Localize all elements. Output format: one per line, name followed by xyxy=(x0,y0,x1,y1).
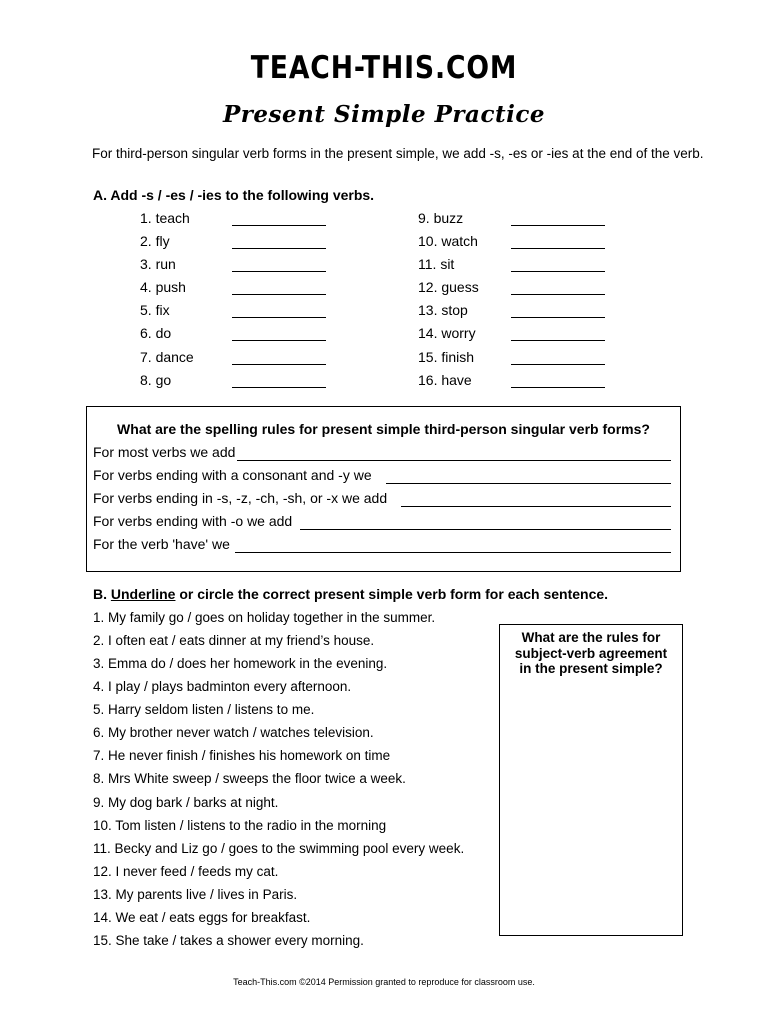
sentence-item[interactable]: 9. My dog bark / barks at night. xyxy=(93,795,279,810)
verb-item: 12. guess xyxy=(418,279,479,295)
subject-verb-box-title xyxy=(500,630,682,677)
answer-blank[interactable] xyxy=(232,248,326,249)
worksheet-title: Present Simple Practice xyxy=(223,101,545,128)
sentence-item[interactable]: 11. Becky and Liz go / goes to the swimming pool every week. xyxy=(93,841,465,856)
verb-item: 6. do xyxy=(140,325,172,341)
sentence-item[interactable]: 12. I never feed / feeds my cat. xyxy=(93,864,279,879)
verb-item: 7. dance xyxy=(140,349,194,365)
sentence-item[interactable]: 5. Harry seldom listen / listens to me. xyxy=(93,702,315,717)
sentence-item[interactable]: 6. My brother never watch / watches television. xyxy=(93,725,374,740)
verb-item: 13. stop xyxy=(418,302,468,318)
verb-item: 14. worry xyxy=(418,325,476,341)
answer-blank[interactable] xyxy=(511,248,605,249)
verb-item: 9. buzz xyxy=(418,210,464,226)
verb-item: 4. push xyxy=(140,279,186,295)
sentence-item[interactable]: 15. She take / takes a shower every morning. xyxy=(93,933,364,948)
verb-item: 8. go xyxy=(140,372,172,388)
verb-item: 16. have xyxy=(418,372,472,388)
rule-row: For verbs ending with -o we add xyxy=(93,513,293,529)
verb-item: 1. teach xyxy=(140,210,190,226)
verb-item: 15. finish xyxy=(418,349,475,365)
section-b-underline-word: Underline xyxy=(110,586,176,602)
section-a-heading: A. Add -s / -es / -ies to the following verbs. xyxy=(93,187,375,203)
rule-row: For the verb 'have' we xyxy=(93,536,230,552)
answer-blank[interactable] xyxy=(511,387,605,388)
site-title: TEACH-THIS.COM xyxy=(250,50,518,86)
rule-row: For most verbs we add xyxy=(93,444,236,460)
answer-blank[interactable] xyxy=(511,340,605,341)
answer-blank[interactable] xyxy=(232,317,326,318)
rule-answer-line[interactable] xyxy=(235,552,671,553)
sentence-item[interactable]: 2. I often eat / eats dinner at my friend’s house. xyxy=(93,633,375,648)
sv-title-line: subject-verb agreement xyxy=(514,645,668,661)
answer-blank[interactable] xyxy=(232,340,326,341)
sentence-item[interactable]: 10. Tom listen / listens to the radio in the morning xyxy=(93,818,387,833)
rule-answer-line[interactable] xyxy=(401,506,671,507)
sentence-item[interactable]: 1. My family go / goes on holiday together in the summer. xyxy=(93,610,436,625)
section-b-prefix: B. xyxy=(93,586,111,602)
answer-blank[interactable] xyxy=(232,294,326,295)
answer-blank[interactable] xyxy=(511,271,605,272)
rule-answer-line[interactable] xyxy=(386,483,671,484)
sentence-item[interactable]: 3. Emma do / does her homework in the evening. xyxy=(93,656,388,671)
sentence-item[interactable]: 14. We eat / eats eggs for breakfast. xyxy=(93,910,311,925)
answer-blank[interactable] xyxy=(511,364,605,365)
verb-item: 5. fix xyxy=(140,302,170,318)
subject-verb-box[interactable] xyxy=(499,624,683,936)
section-b-heading xyxy=(93,586,608,602)
sv-title-line: What are the rules for xyxy=(521,630,661,645)
answer-blank[interactable] xyxy=(511,317,605,318)
verb-item: 2. fly xyxy=(140,233,170,249)
verb-item: 11. sit xyxy=(418,256,455,272)
rule-row: For verbs ending in -s, -z, -ch, -sh, or -x we add xyxy=(93,490,388,506)
verb-item: 3. run xyxy=(140,256,176,272)
answer-blank[interactable] xyxy=(511,294,605,295)
sentence-item[interactable]: 8. Mrs White sweep / sweeps the floor twice a week. xyxy=(93,771,406,786)
sentence-item[interactable]: 13. My parents live / lives in Paris. xyxy=(93,887,298,902)
spelling-rules-box xyxy=(86,406,681,572)
rule-row: For verbs ending with a consonant and -y we xyxy=(93,467,372,483)
answer-blank[interactable] xyxy=(511,225,605,226)
sentence-item[interactable]: 4. I play / plays badminton every afternoon. xyxy=(93,679,352,694)
answer-blank[interactable] xyxy=(232,387,326,388)
answer-blank[interactable] xyxy=(232,225,326,226)
answer-blank[interactable] xyxy=(232,271,326,272)
section-b-heading-rest: or circle the correct present simple verb form for each sentence. xyxy=(175,586,609,602)
verb-item: 10. watch xyxy=(418,233,478,249)
sentence-item[interactable]: 7. He never finish / finishes his homework on time xyxy=(93,748,391,763)
intro-text: For third-person singular verb forms in the present simple, we add -s, -es or -ies at the end of the verb. xyxy=(92,146,704,161)
rule-answer-line[interactable] xyxy=(300,529,671,530)
footer-copyright: Teach-This.com ©2014 Permission granted to reproduce for classroom use. xyxy=(233,977,535,987)
spelling-rules-title: What are the spelling rules for present simple third-person singular verb forms? xyxy=(117,421,650,437)
rule-answer-line[interactable] xyxy=(237,460,671,461)
answer-blank[interactable] xyxy=(232,364,326,365)
sv-title-line: in the present simple? xyxy=(519,661,663,676)
